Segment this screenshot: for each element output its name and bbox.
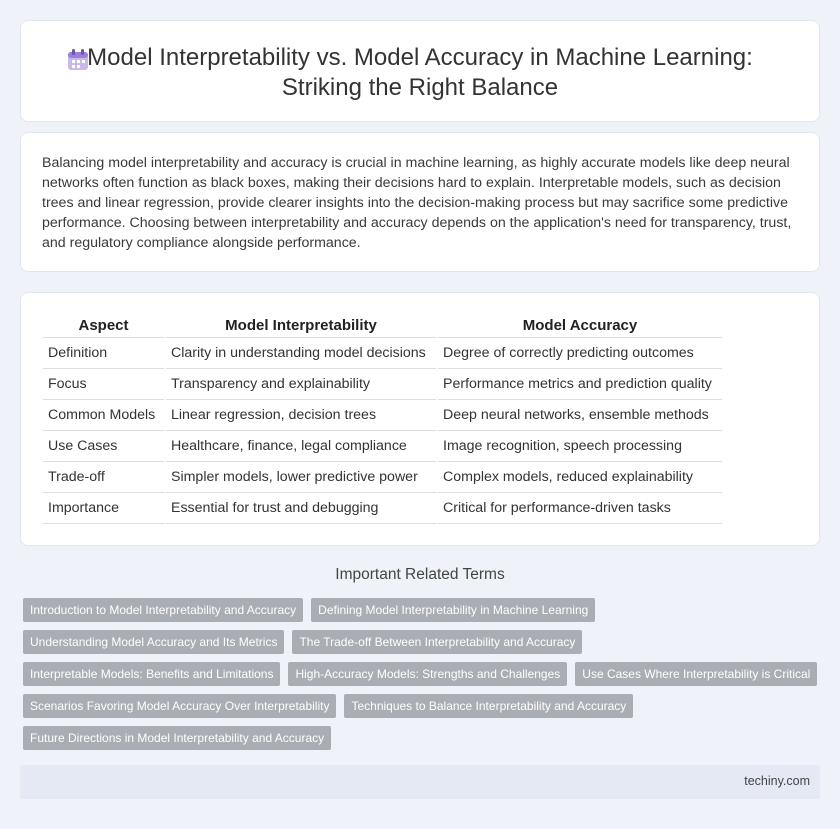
tag-row [23, 662, 823, 686]
table-cell: Linear regression, decision trees [165, 400, 437, 431]
intro-card [20, 132, 820, 272]
footer-site-name[interactable]: techiny.com [744, 774, 810, 788]
tag-row [23, 630, 823, 654]
related-term-link[interactable]: Future Directions in Model Interpretability and Accuracy [23, 726, 331, 750]
intro-paragraph: Balancing model interpretability and accuracy is crucial in machine learning, as highly accurate models like deep neural networks often function as black boxes, making their decisions hard to explain. Interpretable models, such as decision trees and linear regression, provide clearer insights into the decision-making process but may sacrifice some predictive performance. Choosing between interpretability and accuracy depends on the application's need for transparency, trust, and regulatory compliance alongside performance. [42, 155, 792, 251]
table-cell: Healthcare, finance, legal compliance [165, 431, 437, 462]
table-cell: Performance metrics and prediction quality [437, 369, 722, 400]
table-cell: Complex models, reduced explainability [437, 462, 722, 493]
table-cell: Use Cases [43, 431, 165, 462]
table-header-row [43, 315, 722, 338]
table-cell: Common Models [43, 400, 165, 431]
column-header-accuracy: Model Accuracy [437, 315, 722, 338]
column-header-aspect: Aspect [43, 315, 165, 338]
table-cell: Degree of correctly predicting outcomes [437, 338, 722, 369]
related-terms-heading: Important Related Terms [335, 566, 505, 583]
table-cell: Clarity in understanding model decisions [165, 338, 437, 369]
related-term-link[interactable]: Defining Model Interpretability in Machine Learning [311, 598, 595, 622]
comparison-card [20, 292, 820, 546]
table-row [43, 462, 722, 493]
comparison-table [43, 315, 722, 524]
related-term-link[interactable]: Use Cases Where Interpretability is Critical [575, 662, 817, 686]
page-title-line-1: Model Interpretability vs. Model Accuracy in Machine Learning: [87, 44, 753, 71]
related-term-link[interactable]: The Trade-off Between Interpretability and Accuracy [292, 630, 582, 654]
table-cell: Critical for performance-driven tasks [437, 493, 722, 524]
table-row [43, 493, 722, 524]
related-term-link[interactable]: Introduction to Model Interpretability and Accuracy [23, 598, 303, 622]
footer [20, 765, 820, 799]
table-cell: Deep neural networks, ensemble methods [437, 400, 722, 431]
table-cell: Definition [43, 338, 165, 369]
table-cell: Image recognition, speech processing [437, 431, 722, 462]
tag-row [23, 726, 823, 750]
table-cell: Transparency and explainability [165, 369, 437, 400]
table-cell: Focus [43, 369, 165, 400]
table-row [43, 369, 722, 400]
table-cell: Trade-off [43, 462, 165, 493]
tag-row [23, 694, 823, 718]
related-term-link[interactable]: Understanding Model Accuracy and Its Metrics [23, 630, 284, 654]
table-cell: Simpler models, lower predictive power [165, 462, 437, 493]
header-card [20, 20, 820, 122]
related-terms-list [23, 598, 823, 758]
tag-row [23, 598, 823, 622]
related-term-link[interactable]: Interpretable Models: Benefits and Limitations [23, 662, 280, 686]
page-title-line-2: Striking the Right Balance [281, 74, 559, 101]
table-row [43, 400, 722, 431]
column-header-interpretability: Model Interpretability [165, 315, 437, 338]
related-term-link[interactable]: High-Accuracy Models: Strengths and Challenges [288, 662, 567, 686]
table-row [43, 338, 722, 369]
related-term-link[interactable]: Techniques to Balance Interpretability and Accuracy [344, 694, 633, 718]
table-cell: Essential for trust and debugging [165, 493, 437, 524]
page-title [21, 43, 819, 103]
table-row [43, 431, 722, 462]
table-cell: Importance [43, 493, 165, 524]
related-term-link[interactable]: Scenarios Favoring Model Accuracy Over Interpretability [23, 694, 336, 718]
